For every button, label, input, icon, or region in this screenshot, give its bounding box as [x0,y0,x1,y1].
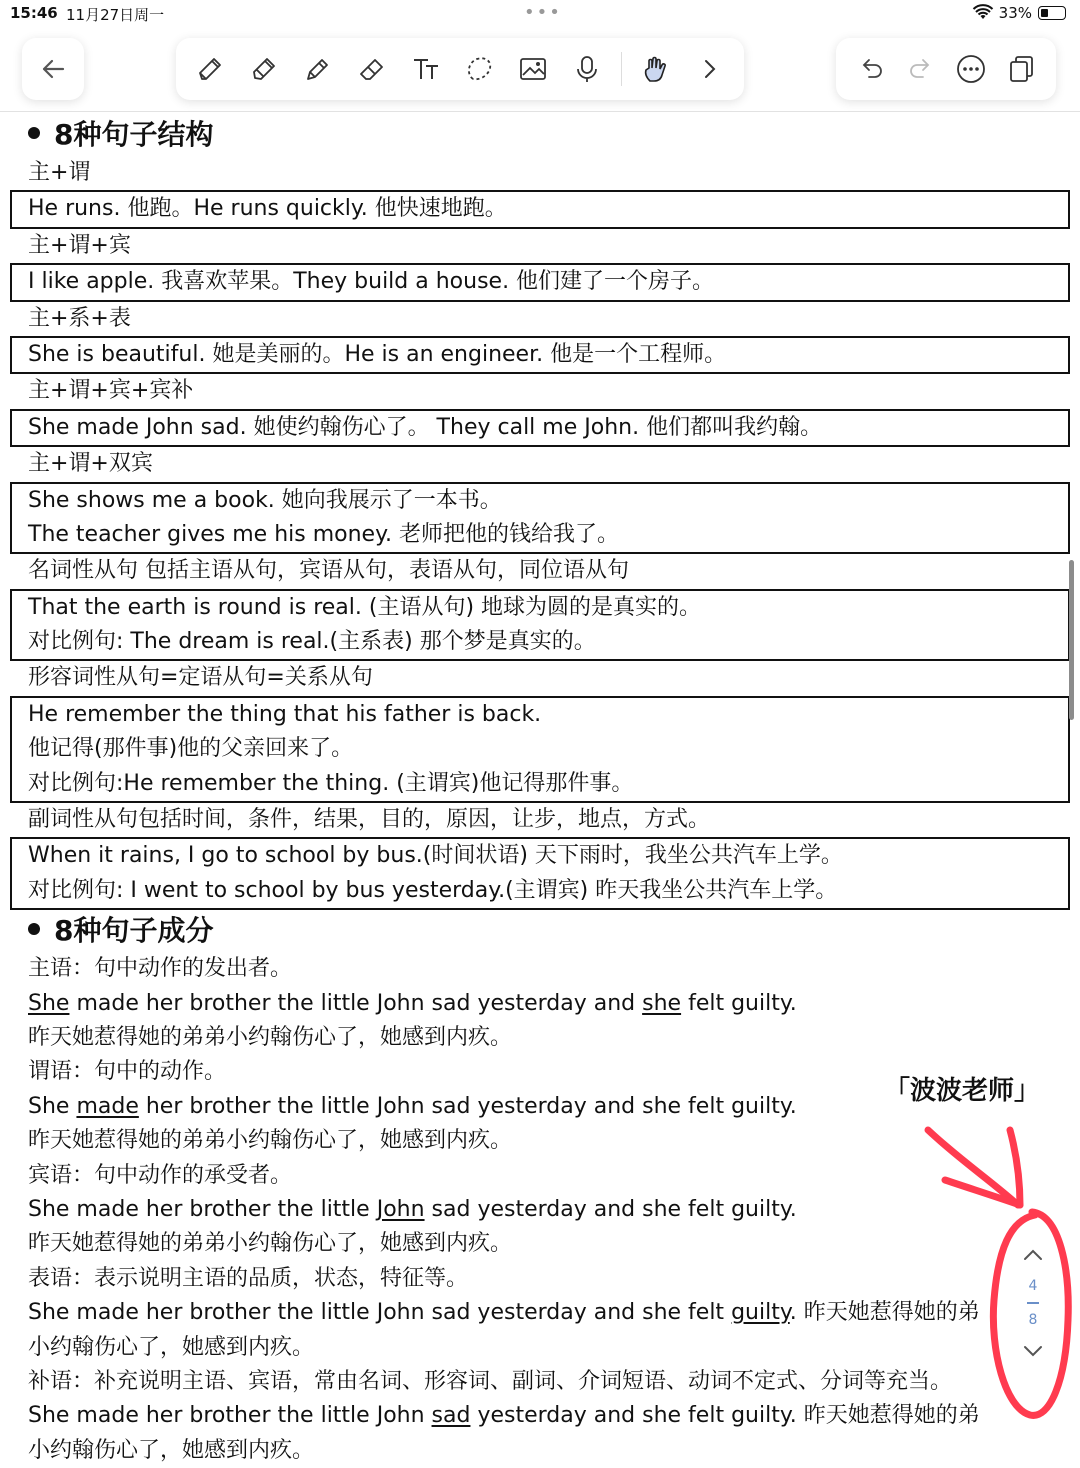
component-translation: 昨天她惹得她的弟弟小约翰伤心了，她感到内疚。 [28,1024,513,1050]
example-sentence: The teacher gives me his money. 老师把他的钱给我了。 [28,521,619,547]
document-toolbar [836,38,1056,100]
example-box [10,482,1070,555]
example-sentence: 对比例句: I went to school by bus yesterday.(主谓宾) 昨天我坐公共汽车上学。 [28,877,838,903]
underlined-word: made [76,1093,139,1119]
lasso-icon[interactable] [459,49,499,89]
sentence-part: She made her brother the little John sad yesterday and she felt [28,1300,732,1326]
component-definition: 表语：表示说明主语的品质，状态，特征等。 [28,1265,469,1291]
structure-label: 主+谓+宾+宾补 [28,378,194,404]
component-translation: 昨天她惹得她的弟弟小约翰伤心了，她感到内疚。 [28,1231,513,1257]
current-page: 4 [1028,1278,1038,1294]
redo-icon[interactable] [901,49,941,89]
structure-label: 主+谓+宾 [28,232,131,258]
example-sentence: That the earth is round is real. (主语从句) 地球为圆的是真实的。 [28,594,702,620]
component-definition: 主语：句中动作的发出者。 [28,956,293,982]
hand-icon[interactable] [636,49,676,89]
sentence-part: her brother the little John sad yesterday and she felt guilty. [138,1093,797,1119]
battery-percent: 33% [998,4,1032,22]
underlined-word: she [642,990,682,1016]
page-up-button[interactable] [1022,1236,1044,1274]
example-box [10,190,1070,228]
example-sentence: When it rains, I go to school by bus.(时间状语) 天下雨时，我坐公共汽车上学。 [28,843,843,869]
structure-label: 主+谓 [28,160,91,185]
back-arrow-icon [39,55,67,83]
sentence-part: . 昨天她惹得她的弟 [789,1300,980,1326]
structure-label: 主+谓+双宾 [28,451,153,477]
toolbar-divider [621,52,622,86]
underlined-word: sad [431,1403,471,1429]
sentence-part: made her brother the little John sad yesterday and [69,990,643,1016]
structure-label: 形容词性从句=定语从句=关系从句 [28,665,373,691]
component-list [10,952,1070,1468]
ballpoint-icon[interactable] [244,49,284,89]
example-sentence: 对比例句: The dream is real.(主系表) 那个梦是真实的。 [28,629,596,655]
underlined-word: John [376,1196,425,1222]
component-example [10,1296,1070,1330]
chevron-right-icon[interactable] [690,49,730,89]
chevron-down-icon [1022,1344,1044,1358]
image-icon[interactable] [513,49,553,89]
component-translation: 小约翰伤心了，她感到内疚。 [28,1437,315,1463]
battery-icon [1038,6,1066,20]
structure-label: 主+系+表 [28,305,131,331]
example-box [10,263,1070,301]
example-sentence: She made John sad. 她使约翰伤心了。 They call me John. 他们都叫我约翰。 [28,414,823,440]
page-down-button[interactable] [1022,1332,1044,1370]
underlined-word: guilty [731,1300,790,1326]
eraser-icon[interactable] [352,49,392,89]
component-translation: 小约翰伤心了，她感到内疚。 [28,1334,315,1360]
bullet-icon [28,127,40,139]
status-right [973,4,1066,22]
pen-icon[interactable] [190,49,230,89]
component-translation: 昨天她惹得她的弟弟小约翰伤心了，她感到内疚。 [28,1128,513,1154]
sentence-part: She [28,1093,77,1119]
more-icon[interactable] [951,49,991,89]
example-sentence: 他记得(那件事)他的父亲回来了。 [28,736,354,762]
example-sentence: 对比例句:He remember the thing. (主谓宾)他记得那件事。 [28,770,634,796]
bullet-icon [28,923,40,935]
drawing-toolbar [176,38,744,100]
total-pages: 8 [1028,1311,1038,1328]
scrollbar[interactable] [1069,560,1074,720]
structure-list [10,156,1070,910]
structure-label: 名词性从句 包括主语从句，宾语从句，表语从句，同位语从句 [28,558,629,584]
status-time: 15:46 [10,4,58,22]
component-definition: 宾语：句中动作的承受者。 [28,1162,293,1188]
page-separator [1027,1302,1039,1304]
note-page[interactable] [10,114,1070,1468]
section-heading-structures: 8种句子结构 [10,114,1070,156]
section-heading-components: 8种句子成分 [10,910,1070,952]
component-example [10,1193,1070,1227]
underlined-word: She [28,990,70,1016]
undo-icon[interactable] [851,49,891,89]
chevron-up-icon [1022,1248,1044,1262]
back-button[interactable] [22,38,84,100]
example-box [10,696,1070,803]
component-example [10,1399,1070,1433]
example-box [10,837,1070,910]
example-box [10,589,1070,662]
pages-icon[interactable] [1001,49,1041,89]
status-bar [0,0,1080,28]
header-divider [0,111,1080,112]
component-definition: 补语：补充说明主语、宾语，常由名词、形容词、副词、介词短语、动词不定式、分词等充当。 [28,1368,953,1394]
example-sentence: She shows me a book. 她向我展示了一本书。 [28,487,502,513]
example-sentence: She is beautiful. 她是美丽的。He is an engineer. 他是一个工程师。 [28,341,727,367]
multitasking-dots-icon[interactable]: ••• [524,2,562,23]
example-sentence: He remember the thing that his father is back. [28,701,542,727]
sentence-part: yesterday and she felt guilty. 昨天她惹得她的弟 [470,1403,980,1429]
text-icon[interactable] [406,49,446,89]
status-date: 11月27日周一 [66,6,165,24]
sentence-part: felt guilty. [681,990,797,1016]
sentence-part: She made her brother the little [28,1196,377,1222]
highlighter-icon[interactable] [298,49,338,89]
component-example [10,987,1070,1021]
example-box [10,409,1070,447]
mic-icon[interactable] [567,49,607,89]
component-definition: 谓语：句中的动作。 [28,1059,227,1085]
example-sentence: He runs. 他跑。He runs quickly. 他快速地跑。 [28,196,507,222]
example-box [10,336,1070,374]
example-sentence: I like apple. 我喜欢苹果。They build a house. 他们建了一个房子。 [28,269,715,295]
wifi-icon [973,5,993,21]
signature-text: 「波波老师」 [884,1076,1041,1106]
sentence-part: She made her brother the little John [28,1403,432,1429]
structure-label: 副词性从句包括时间，条件，结果，目的，原因，让步，地点，方式。 [28,807,711,833]
sentence-part: sad yesterday and she felt guilty. [424,1196,797,1222]
page-navigator [1012,1236,1054,1396]
